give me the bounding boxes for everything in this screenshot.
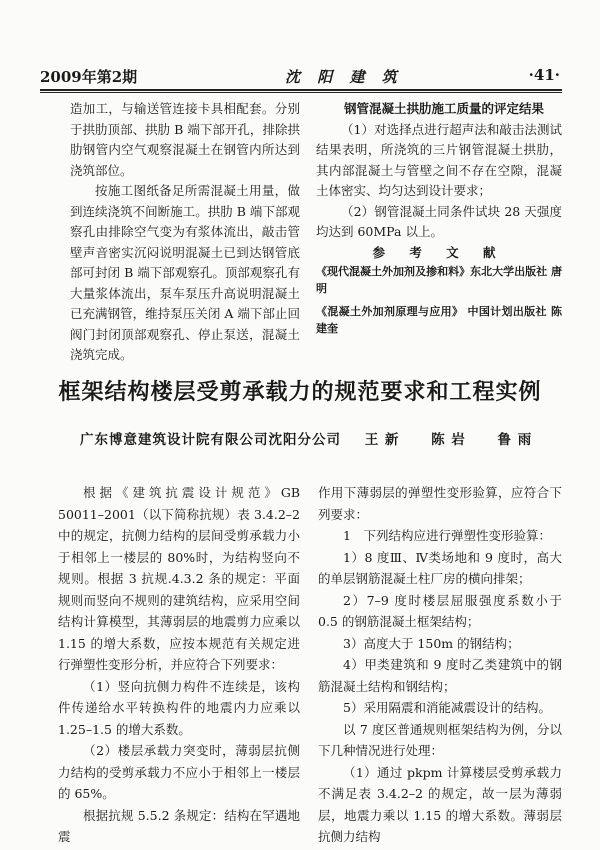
paragraph: 作用下薄弱层的弹塑性变形验算，应符合下列要求： bbox=[318, 485, 562, 522]
paragraph: 造加工，与输送管连接卡具相配套。分别于拱肋顶部、拱肋 B 端下部开孔，排除拱肋钢管内空气观察混凝土在钢管内所达到浇筑部位。 bbox=[70, 101, 300, 178]
paragraph: 1 下列结构应进行弹塑性变形验算： bbox=[343, 528, 551, 543]
references-heading: 参 考 文 献 bbox=[372, 244, 506, 260]
affiliation: 广东博意建筑设计院有限公司沈阳分公司 bbox=[80, 432, 341, 448]
header-rule-thick bbox=[40, 89, 562, 91]
page-number: ·41· bbox=[528, 66, 560, 84]
paragraph: （2）楼层承载力突变时，薄弱层抗侧力结构的受剪承载力不应小于相邻上一楼层的 65%。 bbox=[58, 743, 300, 801]
paragraph: 根据《建筑抗震设计规范》GB 50011–2001（以下简称抗规）表 3.4.2–2 中的规定，抗侧力结构的层间受剪承载力小于相邻上一楼层的 80%时，为结构竖向不规则。根据 3 抗规.4.3.2 条的规定：平面规则而竖向不规则的建筑结构，应采用空间结构计算模型，其薄弱层的地震剪力应乘以 1.15 的增大系数，应按本规范有关规定进行弹塑性变形分析，并应符合下列要求： bbox=[58, 485, 300, 672]
article-title: 框架结构楼层受剪承载力的规范要求和工程实例 bbox=[58, 380, 542, 405]
list-item: 4）甲类建筑和 9 度时乙类建筑中的钢筋混凝土结构和钢结构； bbox=[318, 657, 562, 694]
author-name: 鲁 雨 bbox=[497, 432, 533, 448]
author-line bbox=[80, 428, 560, 448]
article-left-column bbox=[58, 482, 300, 848]
header-rule-thin bbox=[40, 92, 562, 93]
author-name: 陈 岩 bbox=[431, 432, 466, 448]
list-item: 3）高度大于 150m 的钢结构； bbox=[343, 635, 520, 651]
reference-item: 《现代混凝土外加剂及掺和料》东北大学出版社 唐明 bbox=[316, 265, 562, 295]
list-item: 5）采用隔震和消能减震设计的结构。 bbox=[343, 700, 551, 715]
author-name: 王 新 bbox=[364, 432, 400, 448]
article-right-column bbox=[318, 482, 562, 848]
paragraph: （1）对选择点进行超声法和敲击法测试结果表明，所浇筑的三片钢管混凝土拱肋，其内部混凝土与管壁之间不存在空隙，混凝土体密实、均匀达到设计要求； bbox=[316, 121, 562, 198]
paragraph: （1）通过 pkpm 计算楼层受剪承载力不满足表 3.4.2–2 的规定，故一层为薄弱层，地震力乘以 1.15 的增大系数。薄弱层抗侧力结构 bbox=[318, 764, 562, 844]
paragraph: 根据抗规 5.5.2 条规定：结构在罕遇地震 bbox=[58, 807, 300, 844]
list-item: 2）7–9 度时楼层屈服强度系数小于 0.5 的钢筋混凝土框架结构； bbox=[318, 592, 562, 629]
paragraph: （1）竖向抗侧力构件不连续是，该构件传递给水平转换构件的地震内力应乘以 1.25–1.5 的增大系数。 bbox=[58, 678, 300, 737]
paragraph: 按施工图纸备足所需混凝土用量，做到连续浇筑不间断施工。拱肋 B 端下部观察孔由排除空气变为有浆体流出，敲击管壁声音密实沉闷说明混凝土已到达钢管底部可封闭 B 端下部观察孔。顶部观察孔有大量浆体流出，泵车泵压升高说明混凝土已充满钢管，维持泵压关闭 A 端下部止回阀门封闭顶部观察孔、停止泵送，混凝土浇筑完成。 bbox=[70, 183, 300, 362]
list-item: 1）8 度Ⅲ、Ⅳ类场地和 9 度时，高大的单层钢筋混凝土柱厂房的横向排架； bbox=[318, 549, 562, 586]
paragraph: （2）钢管混凝土同条件试块 28 天强度均达到 60MPa 以上。 bbox=[316, 203, 562, 239]
paragraph: 以 7 度区普通规则框架结构为例，分以下几种情况进行处理： bbox=[318, 721, 562, 758]
issue-label: 2009年第2期 bbox=[40, 68, 138, 86]
prev-article-left-column bbox=[70, 99, 300, 366]
section-heading: 钢管混凝土拱肋施工质量的评定结果 bbox=[344, 101, 545, 116]
running-header bbox=[40, 66, 560, 88]
journal-name: 沈 阳 建 筑 bbox=[285, 68, 403, 86]
prev-article-right-column bbox=[316, 99, 562, 337]
reference-item: 《混凝土外加剂原理与应用》 中国计划出版社 陈建奎 bbox=[316, 305, 562, 335]
